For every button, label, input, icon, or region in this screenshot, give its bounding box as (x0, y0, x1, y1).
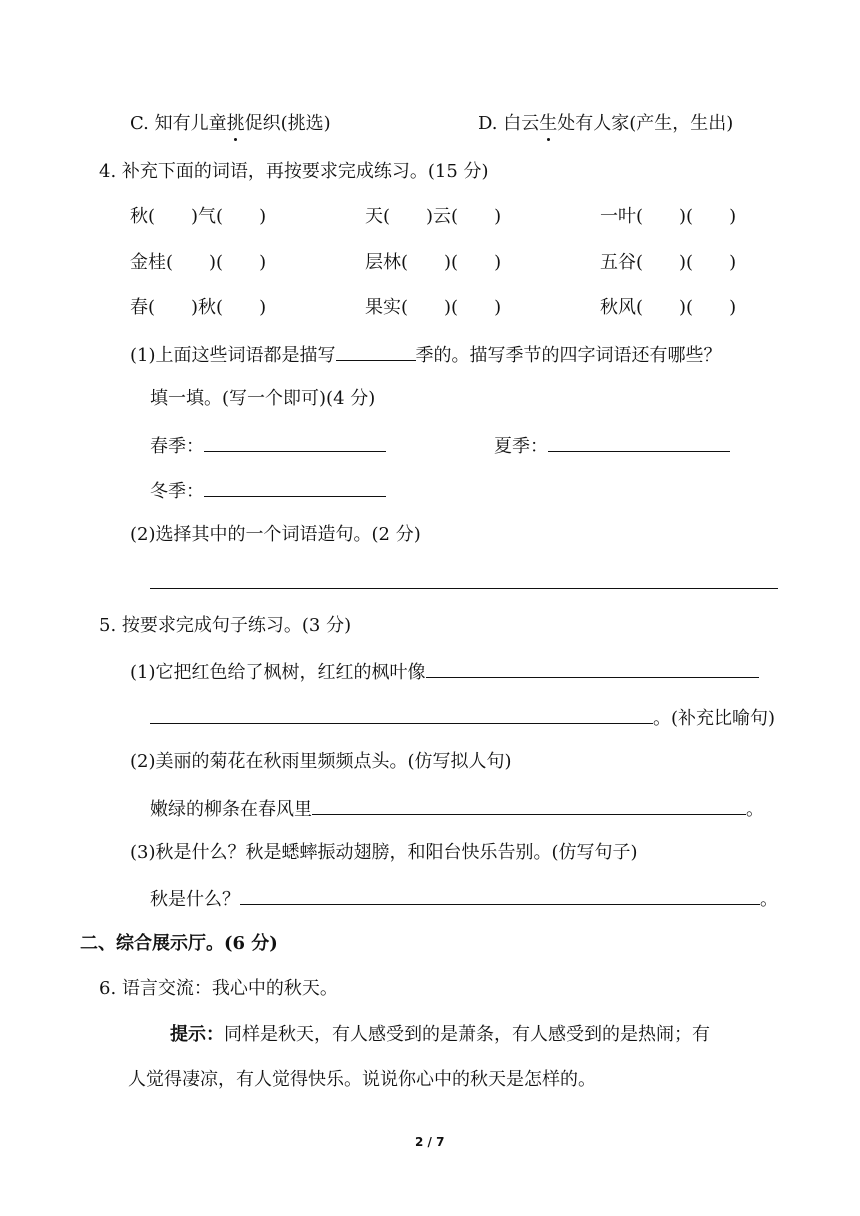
simile-blank[interactable] (426, 659, 759, 678)
section-2-title: 二、综合展示厅。(6 分) (80, 933, 278, 954)
hint-label: 提示： (170, 1024, 224, 1045)
q5-s1-cont: 。(补充比喻句) (150, 705, 775, 731)
q5-s2: (2)美丽的菊花在秋雨里频频点头。(仿写拟人句) (130, 751, 512, 772)
imitation-blank[interactable] (240, 886, 760, 905)
emphasis-dot-char: 生 (539, 113, 558, 134)
summer-blank[interactable] (548, 433, 730, 452)
q6-hint: 提示：同样是秋天，有人感受到的是萧条，有人感受到的是热闹；有 (170, 1024, 710, 1045)
q5-s3: (3)秋是什么？秋是蟋蟀振动翅膀，和阳台快乐告别。(仿写句子) (130, 842, 638, 863)
q4-sub2: (2)选择其中的一个词语造句。(2 分) (130, 524, 421, 545)
q4-sub1-cont: 填一填。(写一个即可)(4 分) (150, 388, 376, 409)
q5-s2-line: 嫩绿的柳条在春风里 。 (150, 796, 764, 822)
q6-title: 6. 语言交流：我心中的秋天。 (99, 978, 338, 999)
page-number: 2 / 7 (415, 1135, 445, 1149)
simile-blank-cont[interactable] (150, 705, 653, 724)
word-blank-item[interactable]: 果实( )( ) (365, 297, 502, 318)
spring-blank[interactable] (204, 433, 386, 452)
word-blank-item[interactable]: 五谷( )( ) (600, 252, 737, 273)
season-blank[interactable] (336, 342, 416, 361)
q6-hint-cont: 人觉得凄凉，有人觉得快乐。说说你心中的秋天是怎样的。 (128, 1069, 596, 1090)
sentence-answer-line[interactable] (150, 588, 778, 589)
q5-title: 5. 按要求完成句子练习。(3 分) (99, 615, 352, 636)
word-blank-item[interactable]: 天( )云( ) (365, 206, 502, 227)
q5-s3-line: 秋是什么？ 。 (150, 886, 778, 912)
word-blank-item[interactable]: 秋( )气( ) (130, 206, 267, 227)
q4-sub1: (1)上面这些词语都是描写 季的。描写季节的四字词语还有哪些？ (130, 342, 722, 368)
word-blank-item[interactable]: 秋风( )( ) (600, 297, 737, 318)
word-blank-item[interactable]: 层林( )( ) (365, 252, 502, 273)
word-blank-item[interactable]: 一叶( )( ) (600, 206, 737, 227)
q3-option-d: D. 白云生处有人家(产生，生出) (478, 113, 734, 134)
spring-line: 春季： (150, 433, 386, 459)
personification-blank[interactable] (312, 796, 746, 815)
word-blank-item[interactable]: 金桂( )( ) (130, 252, 267, 273)
q3-option-c: C. 知有儿童挑促织(挑选) (130, 113, 331, 134)
winter-blank[interactable] (204, 478, 386, 497)
q5-s1: (1)它把红色给了枫树，红红的枫叶像 (130, 659, 759, 685)
summer-line: 夏季： (494, 433, 730, 459)
word-blank-item[interactable]: 春( )秋( ) (130, 297, 267, 318)
emphasis-dot-char: 挑 (226, 113, 245, 134)
winter-line: 冬季： (150, 478, 386, 504)
q4-title: 4. 补充下面的词语，再按要求完成练习。(15 分) (99, 161, 489, 182)
